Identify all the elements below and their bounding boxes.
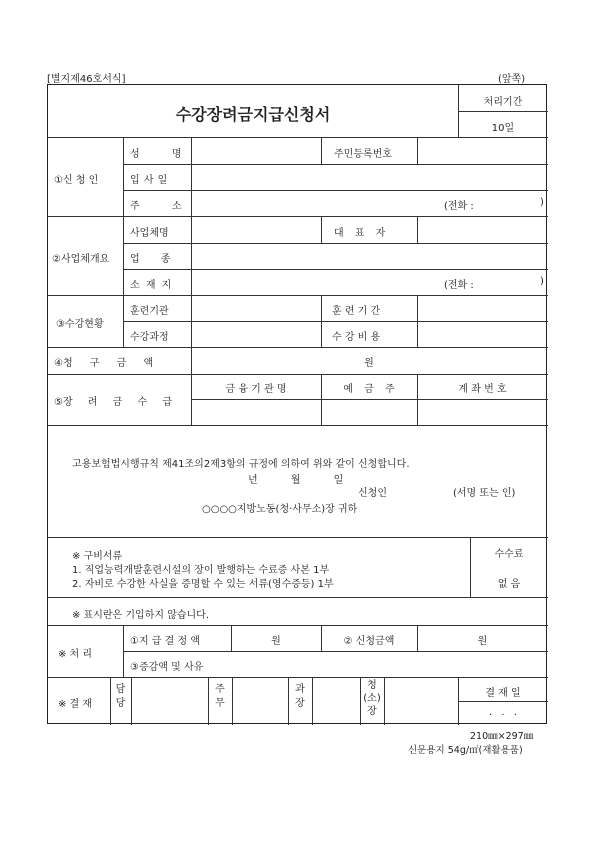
decision-amount-label: ①지 급 결 정 액 — [130, 636, 200, 647]
required-document-1: 1. 직업능력개발훈련시설의 장이 발행하는 수료증 사본 1부 — [72, 565, 330, 576]
paper-spec: 신문용지 54g/㎡(재활용품) — [408, 745, 523, 756]
approval-section-label: ※ 결 재 — [58, 699, 93, 710]
claim-amount-label: ④청 구 금 액 — [54, 358, 154, 369]
applicant-phone-label: (전화 : — [444, 201, 474, 212]
company-section-label: ②사업체개요 — [52, 254, 110, 265]
decision-amount-unit: 원 — [271, 636, 281, 647]
fee-value: 없 음 — [497, 579, 521, 590]
industry-label: 업 종 — [130, 254, 171, 265]
applicant-section-label: ①신 청 인 — [54, 175, 99, 186]
recipient-office: ○○○○지방노동(청·사무소)장 귀하 — [202, 504, 358, 515]
company-name-label: 사업체명 — [130, 228, 169, 239]
form-number: [별지제46호서식] — [47, 74, 126, 85]
name-label: 성 명 — [130, 149, 182, 160]
processing-section-label: ※ 처 리 — [58, 649, 93, 660]
change-reason-label: ③증감액 및 사유 — [130, 662, 204, 673]
approval-staff-label: 담 당 — [115, 684, 126, 709]
processing-period-label: 처리기간 — [483, 97, 523, 108]
applicant-phone-close: ) — [540, 197, 544, 208]
account-holder-label: 예 금 주 — [343, 384, 395, 395]
page-side-label: (앞쪽) — [498, 74, 526, 85]
resident-number-label: 주민등록번호 — [334, 149, 392, 160]
company-phone-close: ) — [540, 276, 544, 287]
requested-amount-unit: 원 — [477, 636, 488, 647]
account-number-label: 계 좌 번 호 — [458, 384, 507, 395]
company-phone-label: (전화 : — [444, 280, 474, 291]
hire-date-label: 입 사 일 — [130, 175, 168, 186]
course-section-label: ③수강현황 — [56, 319, 104, 330]
required-documents-heading: ※ 구비서류 — [72, 551, 123, 562]
application-form — [47, 84, 547, 724]
paper-size: 210㎜×297㎜ — [470, 731, 534, 742]
approval-date-value: . . . — [489, 707, 517, 718]
fee-label: 수수료 — [494, 549, 524, 560]
location-label: 소 재 지 — [130, 280, 172, 291]
training-period-label: 훈 련 기 간 — [332, 306, 381, 317]
institution-label: 훈련기관 — [130, 306, 169, 317]
signature-note: (서명 또는 인) — [453, 488, 516, 499]
recipient-section-label: ⑤장 려 금 수 급 — [54, 397, 172, 408]
processing-period-value: 10일 — [491, 123, 515, 134]
approval-section-chief-label: 과 장 — [295, 684, 305, 709]
approval-chief-label: 주 무 — [215, 684, 225, 709]
requested-amount-label: ② 신청금액 — [343, 636, 395, 647]
approval-date-label: 결 재 일 — [485, 688, 521, 699]
course-name-label: 수강과정 — [130, 332, 169, 343]
required-document-2: 2. 자비로 수강한 사실을 증명할 수 있는 서류(영수증등) 1부 — [72, 579, 334, 590]
address-label: 주 소 — [130, 201, 182, 212]
approval-head-label: 청 (소) 장 — [363, 680, 381, 717]
representative-label: 대 표 자 — [334, 228, 386, 239]
bank-name-label: 금 융 기 관 명 — [225, 384, 287, 395]
declaration-date: 년 월 일 — [248, 475, 344, 486]
course-fee-label: 수 강 비 용 — [332, 332, 381, 343]
form-title: 수강장려금지급신청서 — [175, 105, 331, 124]
claim-amount-unit: 원 — [364, 358, 374, 369]
office-use-note: ※ 표시란은 기입하지 않습니다. — [72, 610, 210, 621]
declaration-text: 고용보험법시행규칙 제41조의2제3항의 규정에 의하여 위와 같이 신청합니다. — [72, 459, 410, 470]
applicant-signature-label: 신청인 — [358, 488, 387, 499]
